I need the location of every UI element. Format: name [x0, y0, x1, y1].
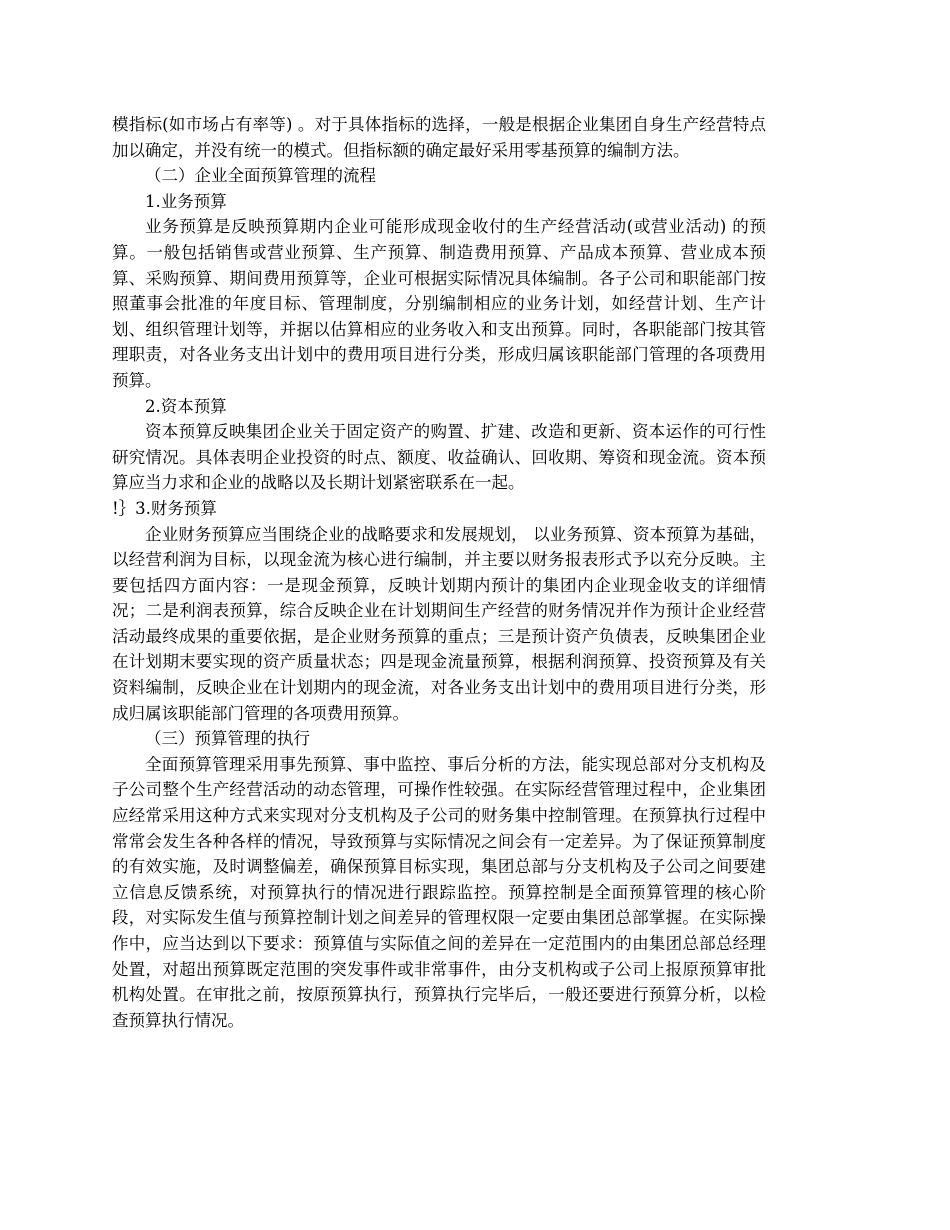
paragraph-business-budget: 业务预算是反映预算期内企业可能形成现金收付的生产经营活动(或营业活动) 的预算。一般包括销售或营业预算、生产预算、制造费用预算、产品成本预算、营业成本预算、采购预算、期间费用预算等，企业可根据实际情况具体编制。各子公司和职能部门按照董事会批准的年度目标、管理制度，分别编制相应的业务计划，如经营计划、生产计划、组织管理计划等，并据以估算相应的业务收入和支出预算。同时，各职能部门按其管理职责，对各业务支出计划中的费用项目进行分类，形成归属该职能部门管理的各项费用预算。 [112, 217, 766, 390]
paragraph-capital-budget: 资本预算反映集团企业关于固定资产的购置、扩建、改造和更新、资本运作的可行性研究情况。具体表明企业投资的时点、额度、收益确认、回收期、筹资和现金流。资本预算应当力求和企业的战略以及长期计划紧密联系在一起。 [112, 422, 766, 493]
section-heading-process: （二）企业全面预算管理的流程 [145, 166, 376, 186]
subheading-financial-budget: !｝3.财务预算 [112, 498, 217, 518]
subheading-capital-budget: 2.资本预算 [145, 396, 227, 416]
paragraph-execution: 全面预算管理采用事先预算、事中监控、事后分析的方法，能实现总部对分支机构及子公司整个生产经营活动的动态管理，可操作性较强。在实际经营管理过程中，企业集团应经常采用这种方式来实现对分支机构及子公司的财务集中控制管理。在预算执行过程中常常会发生各种各样的情况，导致预算与实际情况之间会有一定差异。为了保证预算制度的有效实施，及时调整偏差，确保预算目标实现，集团总部与分支机构及子公司之间要建立信息反馈系统，对预算执行的情况进行跟踪监控。预算控制是全面预算管理的核心阶段，对实际发生值与预算控制计划之间差异的管理权限一定要由集团总部掌握。在实际操作中，应当达到以下要求：预算值与实际值之间的差异在一定范围内的由集团总部总经理处置，对超出预算既定范围的突发事件或非常事件，由分支机构或子公司上报原预算审批机构处置。在审批之前，按原预算执行，预算执行完毕后，一般还要进行预算分析，以检查预算执行情况。 [112, 754, 766, 1030]
section-heading-execution: （三）预算管理的执行 [145, 729, 310, 749]
paragraph-intro: 模指标(如市场占有率等) 。对于具体指标的选择，一般是根据企业集团自身生产经营特点加以确定，并没有统一的模式。但指标额的确定最好采用零基预算的编制方法。 [112, 115, 766, 160]
document-body [112, 112, 766, 1033]
subheading-business-budget: 1.业务预算 [145, 191, 227, 211]
paragraph-financial-budget: 企业财务预算应当围绕企业的战略要求和发展规划， 以业务预算、资本预算为基础，以经营利润为目标，以现金流为核心进行编制，并主要以财务报表形式予以充分反映。主要包括四方面内容：一是现金预算，反映计划期内预计的集团内企业现金收支的详细情况；二是利润表预算，综合反映企业在计划期间生产经营的财务情况并作为预计企业经营活动最终成果的重要依据，是企业财务预算的重点；三是预计资产负债表，反映集团企业在计划期末要实现的资产质量状态；四是现金流量预算，根据利润预算、投资预算及有关资料编制，反映企业在计划期内的现金流，对各业务支出计划中的费用项目进行分类，形成归属该职能部门管理的各项费用预算。 [112, 524, 766, 723]
